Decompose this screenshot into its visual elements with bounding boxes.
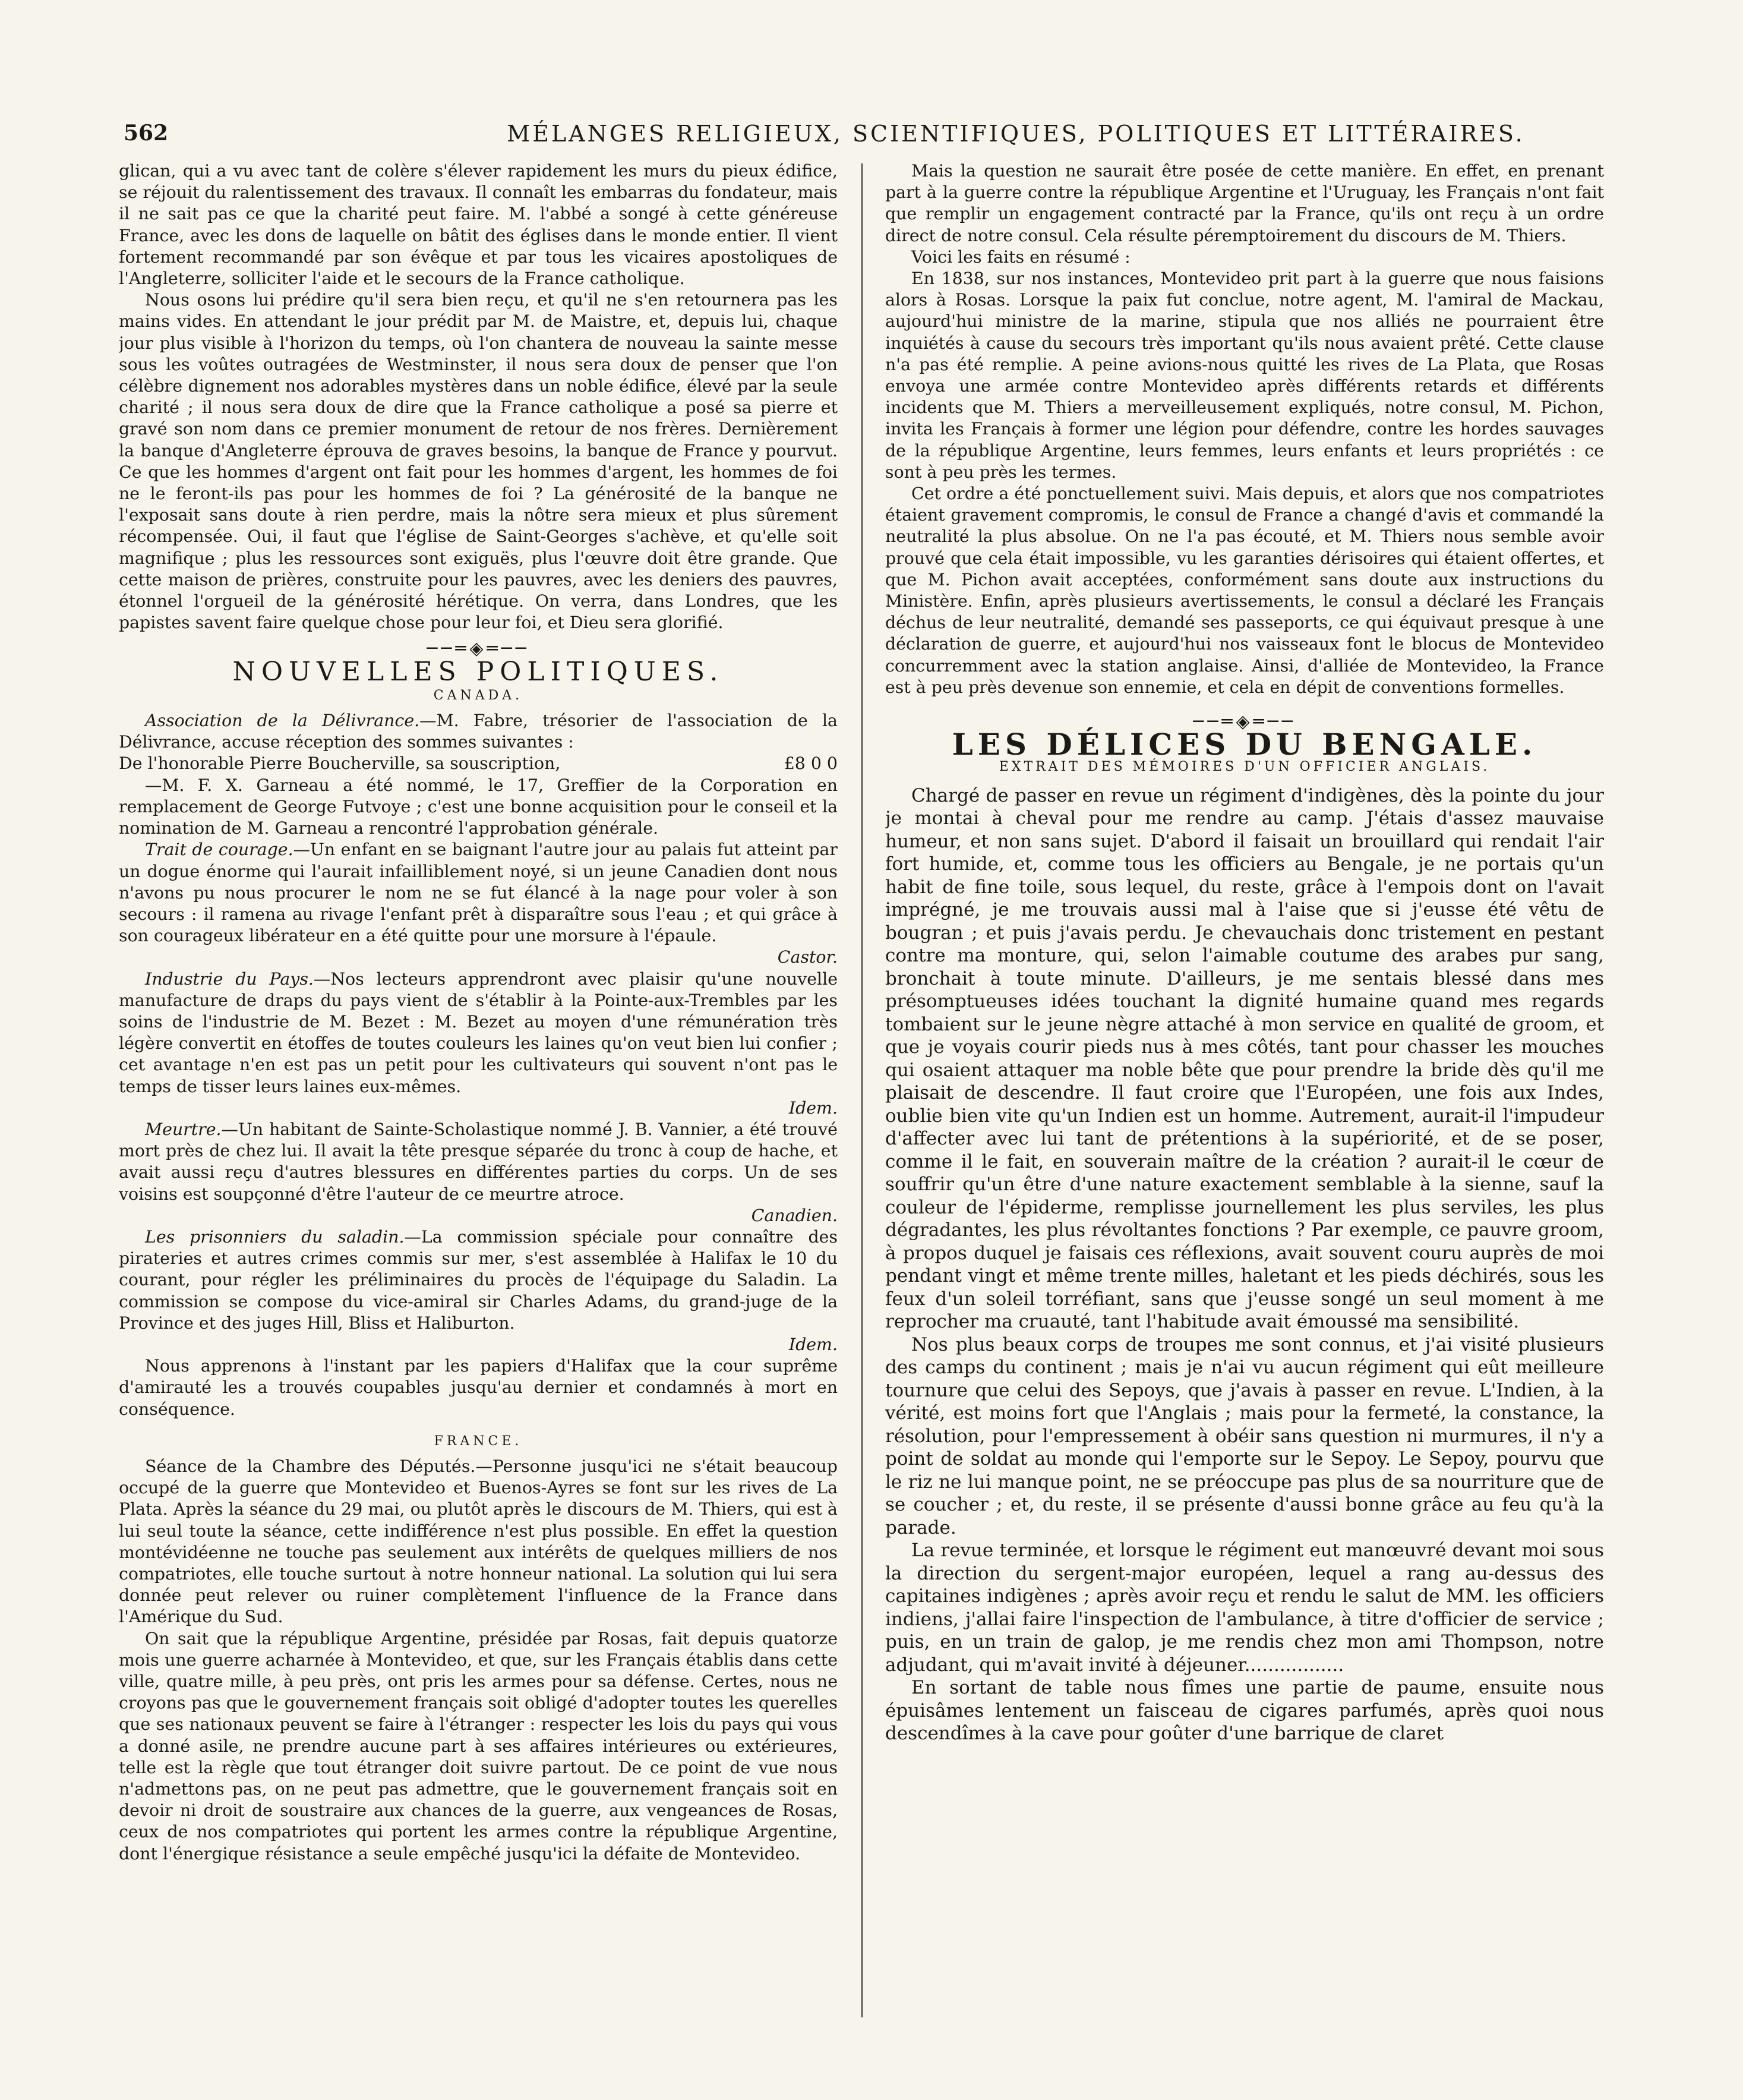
news-item	[119, 1119, 838, 1205]
news-item	[119, 969, 838, 1098]
news-item-text: —Un habitant de Sainte-Scholastique nommé J. B. Vannier, a été trouvé mort près de chez lui. Il avait la tête presque séparée du tronc à coup de hache, et avait aussi reçu d'autres blessures en différentes parties du corps. Un de ses voisins est soupçonné d'être l'auteur de ce meurtre atroce.	[119, 1119, 838, 1204]
left-column	[119, 160, 838, 2026]
news-item-text: —Nos lecteurs apprendront avec plaisir qu'une nouvelle manufacture de draps du pays vient de s'établir à la Pointe-aux-Trembles par les soins de l'industrie de M. Bezet : M. Bezet au moyen d'une rémunération très légère convertit en étoffes de toutes couleurs les laines qu'on veut bien lui confier ; cet avantage n'en est pas un petit pour les cultivateurs qui souvent n'ont pas le temps de tisser leurs laines eux-mêmes.	[119, 969, 838, 1096]
article-paragraph: glican, qui a vu avec tant de colère s'élever rapidement les murs du pieux édifice, se réjouit du ralentissement des travaux. Il connaît les embarras du fondateur, mais il ne sait pas ce que la charité peut faire. M. l'abbé a songé à cette généreuse France, avec les dons de laquelle on bâtit des églises dans le monde entier. Il vient fortement recommandé par son évêque et par tous les vicaires apostoliques de l'Angleterre, solliciter l'aide et le secours de la France catholique.	[119, 161, 838, 289]
news-item-source: Castor.	[777, 947, 838, 967]
article-paragraph: Nous osons lui prédire qu'il sera bien reçu, et qu'il ne s'en retournera pas les mains vides. En attendant le jour prédit par M. de Maistre, et, depuis lui, chaque jour plus visible à l'horizon du temps, où l'on chantera de nouveau la sainte messe sous les voûtes outragées de Westminster, il nous sera doux de penser que l'on célèbre dignement nos adorables mystères dans un noble édifice, élevé par la seule charité ; il nous sera doux de dire que la France catholique a posé sa pierre et gravé son nom dans ce premier monument de retour de nos frères. Dernièrement la banque d'Angleterre éprouva de graves besoins, la banque de France y pourvut. Ce que les hommes d'argent ont fait pour les hommes d'argent, les hommes de foi ne le feront-ils pas pour les hommes de foi ? La générosité de la banque ne l'exposait sans doute à rien perdre, mais la nôtre sera mieux et plus sûrement récompensée. Oui, il faut que l'église de Saint-Georges s'achève, et qu'elle soit magnifique ; plus les ressources sont exiguës, plus l'œuvre doit être grande. Que cette maison de prières, construite pour les pauvres, avec les deniers des pauvres, étonnel l'orgueil de la générosité hérétique. On verra, dans Londres, que les papistes savent faire quelque chose pour leur foi, et Dieu sera glorifié.	[119, 290, 838, 633]
section-title: NOUVELLES POLITIQUES.	[232, 656, 724, 687]
article-subtitle: EXTRAIT DES MÉMOIRES D'UN OFFICIER ANGLAIS.	[999, 759, 1491, 775]
running-head: MÉLANGES RELIGIEUX, SCIENTIFIQUES, POLITIQUES ET LITTÉRAIRES.	[507, 121, 1525, 147]
news-item-text: —La commission spéciale pour connaître des pirateries et autres crimes commis sur mer, s'est assemblée à Halifax le 10 du courant, pour régler les préliminaires du procès de l'équipage du Saladin. La commission se compose du vice-amiral sir Charles Adams, du grand-juge de la Province et des juges Hill, Bliss et Haliburton.	[119, 1226, 838, 1333]
news-item-source: Canadien.	[751, 1205, 838, 1225]
article-paragraph: Voici les faits en résumé :	[911, 247, 1131, 267]
article-paragraph: En sortant de table nous fîmes une partie de paume, ensuite nous épuisâmes lentement un faisceau de cigares parfumés, après quoi nous descendîmes à la cave pour goûter d'une barrique de claret	[885, 1677, 1604, 1745]
article-paragraph: En 1838, sur nos instances, Montevideo prit part à la guerre que nous faisions alors à Rosas. Lorsque la paix fut conclue, notre agent, M. l'amiral de Mackau, aujourd'hui ministre de la marine, stipula que nos alliés ne pourraient être inquiétés à cause du secours très important qu'ils nous avaient prêté. Cette clause n'a pas été remplie. A peine avions-nous quitté les rives de La Plata, que Rosas envoya une armée contre Montevideo après différents retards et différents incidents que M. Thiers a merveilleusement expliqués, notre consul, M. Pichon, invita les Français à former une légion pour défendre, contre les hordes sauvages de la république Argentine, leurs femmes, leurs enfants et leurs propriétés : ce sont à peu près les termes.	[885, 269, 1604, 482]
article-paragraph: On sait que la république Argentine, présidée par Rosas, fait depuis quatorze mois une guerre acharnée à Montevideo, et que, sur les Français établis dans cette ville, quatre mille, à peu près, ont pris les armes pour sa défense. Certes, nous ne croyons pas que le gouvernement français soit obligé d'adopter toutes les querelles que ses nationaux peuvent se faire à l'étranger : respecter les lois du pays qui vous a donné asile, ne prendre aucune part à ses affaires intérieures ou extérieures, telle est la règle que tout étranger doit suivre partout. De ce point de vue nous n'admettons pas, on ne peut pas admettre, que le gouvernement français soit en devoir ni droit de soustraire aux chances de la guerre, aux vengeances de Rosas, ceux de nos compatriotes qui portent les armes contre la république Argentine, dont l'énergique résistance a seule empêché jusqu'ici la défaite de Montevideo.	[119, 1628, 838, 1863]
article-paragraph: Nos plus beaux corps de troupes me sont connus, et j'ai visité plusieurs des camps du continent ; mais je n'ai vu aucun régiment qui eût meilleure tournure que celui des Sepoys, que j'avais à passer en revue. L'Indien, à la vérité, est moins fort que l'Anglais ; mais pour la fermeté, la constance, la résolution, pour l'empressement à obéir sans question ni murmures, il n'y a point de soldat au monde qui l'emporte sur le Sepoy. Le Sepoy, pourvu que le riz ne lui manque point, ne se préoccupe pas plus de sa nourriture que de se coucher ; et, du reste, il se présente d'aussi bonne grâce au feu qu'à la parade.	[885, 1333, 1604, 1538]
column-divider	[861, 163, 863, 2017]
news-item-text: —M. Fabre, trésorier de l'association de la Délivrance, accuse réception des sommes suivantes :	[119, 711, 838, 752]
subscription-line	[119, 753, 838, 774]
article-paragraph: Mais la question ne saurait être posée de cette manière. En effet, en prenant part à la guerre contre la république Argentine et l'Uruguay, les Français n'ont fait que remplir un engagement contracté par la France, qu'ils ont reçu à un ordre direct de notre consul. Cela résulte péremptoirement du discours de M. Thiers.	[885, 161, 1604, 245]
article-title: LES DÉLICES DU BENGALE.	[952, 727, 1537, 762]
news-item-text: —M. F. X. Garneau a été nommé, le 17, Greffier de la Corporation en remplacement de George Futvoye ; c'est une bonne acquisition pour le conseil et la nomination de M. Garneau a rencontré l'approbation générale.	[119, 775, 838, 838]
article-paragraph: Cet ordre a été ponctuellement suivi. Mais depuis, et alors que nos compatriotes étaient gravement compromis, le consul de France a changé d'avis et commandé la neutralité la plus absolue. On ne l'a pas écouté, et M. Thiers nous semble avoir prouvé que cela était impossible, vu les garanties dérisoires qui étaient offertes, et que M. Pichon avait acceptées, conformément sans doute aux instructions du Ministère. Enfin, après plusieurs avertissements, le consul a déclaré les Français déchus de leur neutralité, demandé ses passeports, ce qui équivaut presque à une déclaration de guerre, et aujourd'hui nos vaisseaux font le blocus de Montevideo concurremment avec la station anglaise. Ainsi, d'alliée de Montevideo, la France est à peu près devenue son ennemie, et cela en dépit de conventions formelles.	[885, 484, 1604, 697]
article-paragraph: Chargé de passer en revue un régiment d'indigènes, dès la pointe du jour je montai à cheval pour me rendre au camp. J'étais d'assez mauvaise humeur, et non sans sujet. D'abord il faisait un brouillard qui rendait l'air fort humide, et, comme tous les officiers au Bengale, je ne portais qu'un habit de fine toile, sous lequel, du reste, grâce à l'empois dont on l'avait imprégné, je me trouvais aussi mal à l'aise que si j'eusse été vêtu de bougran ; et puis j'avais perdu. Je chevauchais donc tristement en pestant contre ma monture, qui, selon l'aimable coutume des arabes pur sang, bronchait à toute minute. D'ailleurs, je me sentais blessé dans mes présomptueuses idées touchant la dignité humaine quand mes regards tombaient sur le jeune nègre attaché à mon service en qualité de groom, et que je voyais courir pieds nus à mes côtés, tant pour chasser les mouches qui osaient attaquer ma noble bête que pour prendre la bride dès qu'il me plaisait de descendre. Il faut croire que l'Européen, une fois aux Indes, oublie bien vite qu'un Indien est un homme. Autrement, aurait-il l'impudeur d'affecter avec lui tant de prétentions à la supériorité, et de se poser, comme il le fait, en souverain maître de la création ? aurait-il le cœur de souffrir qu'un être d'une nature exactement semblable à la sienne, sauf la couleur de l'épiderme, remplisse journellement les plus serviles, les plus dégradantes, les plus révoltantes fonctions ? Par exemple, ce pauvre groom, à propos duquel je faisais ces réflexions, avait souvent couru auprès de moi pendant vingt et même trente milles, haletant et les pieds déchirés, sous les feux d'un soleil torréfiant, sans que j'eusse songé un seul moment à me reprocher ma cruauté, tant l'habitude avait émoussé ma sensibilité.	[885, 784, 1604, 1333]
news-item-source: Idem.	[788, 1098, 838, 1118]
bengale-article	[885, 784, 1604, 1745]
news-item-text: —Un enfant en se baignant l'autre jour au palais fut atteint par un dogue énorme qui l'aurait infailliblement noyé, si un jeune Canadien dont nous n'avons pu nous procurer le nom ne se fut élancé à la nage pour voler à son secours : il ramena au rivage l'enfant prêt à disparaître sous l'eau ; et qui grâce à son courageux libérateur en a été quitte pour une morsure à l'épaule.	[119, 840, 838, 946]
section-ornament: ──═◈═──	[427, 638, 530, 660]
news-item	[119, 839, 838, 947]
subscription-donor: De l'honorable Pierre Boucherville, sa souscription,	[119, 753, 561, 774]
section-ornament: ──═◈═──	[1193, 711, 1296, 733]
news-item-title: Trait de courage.	[145, 840, 293, 860]
subscription-amount: £8 0 0	[784, 753, 838, 774]
news-item	[119, 775, 838, 840]
news-item-title: Meurtre.	[145, 1119, 222, 1139]
article-paragraph: Séance de la Chambre des Députés.—Personne jusqu'ici ne s'était beaucoup occupé de la guerre que Montevideo et Buenos-Ayres se font sur les rives de La Plata. Après la séance du 29 mai, ou plutôt après le discours de M. Thiers, qui est à lui seul toute la séance, cette indifférence n'est plus possible. En effet la question montévidéenne ne touche pas seulement aux intérêts de quelques milliers de nos compatriotes, elle touche surtout à notre honneur national. La solution qui lui sera donnée peut relever ou ruiner complètement l'influence de la France dans l'Amérique du Sud.	[119, 1456, 838, 1627]
news-item-title: Industrie du Pays.	[145, 969, 314, 989]
news-item-title: Les prisonniers du saladin.	[145, 1226, 405, 1247]
france-heading: FRANCE.	[434, 1433, 523, 1449]
news-item: Nous apprenons à l'instant par les papiers d'Halifax que la cour suprême d'amirauté les a trouvés coupables jusqu'au dernier et condamnés à mort en conséquence.	[119, 1356, 838, 1419]
page-number: 562	[124, 121, 169, 146]
page-header	[119, 116, 1616, 163]
canada-heading: CANADA.	[433, 688, 523, 703]
newspaper-page	[119, 104, 1616, 2041]
news-item-title: Association de la Délivrance.	[145, 711, 420, 731]
news-item	[119, 1226, 838, 1334]
news-item-source: Idem.	[788, 1334, 838, 1354]
right-column	[885, 160, 1604, 2026]
news-item	[119, 710, 838, 753]
article-paragraph: La revue terminée, et lorsque le régiment eut manœuvré devant moi sous la direction du sergent-major européen, lequel a rang au-dessus des capitaines indigènes ; après avoir reçu et rendu le salut de MM. les officiers indiens, j'allai faire l'inspection de l'ambulance, à titre d'officier de service ; puis, en un train de galop, je me rendis chez mon ami Thompson, notre adjudant, qui m'avait invité à déjeuner.................	[885, 1540, 1604, 1676]
